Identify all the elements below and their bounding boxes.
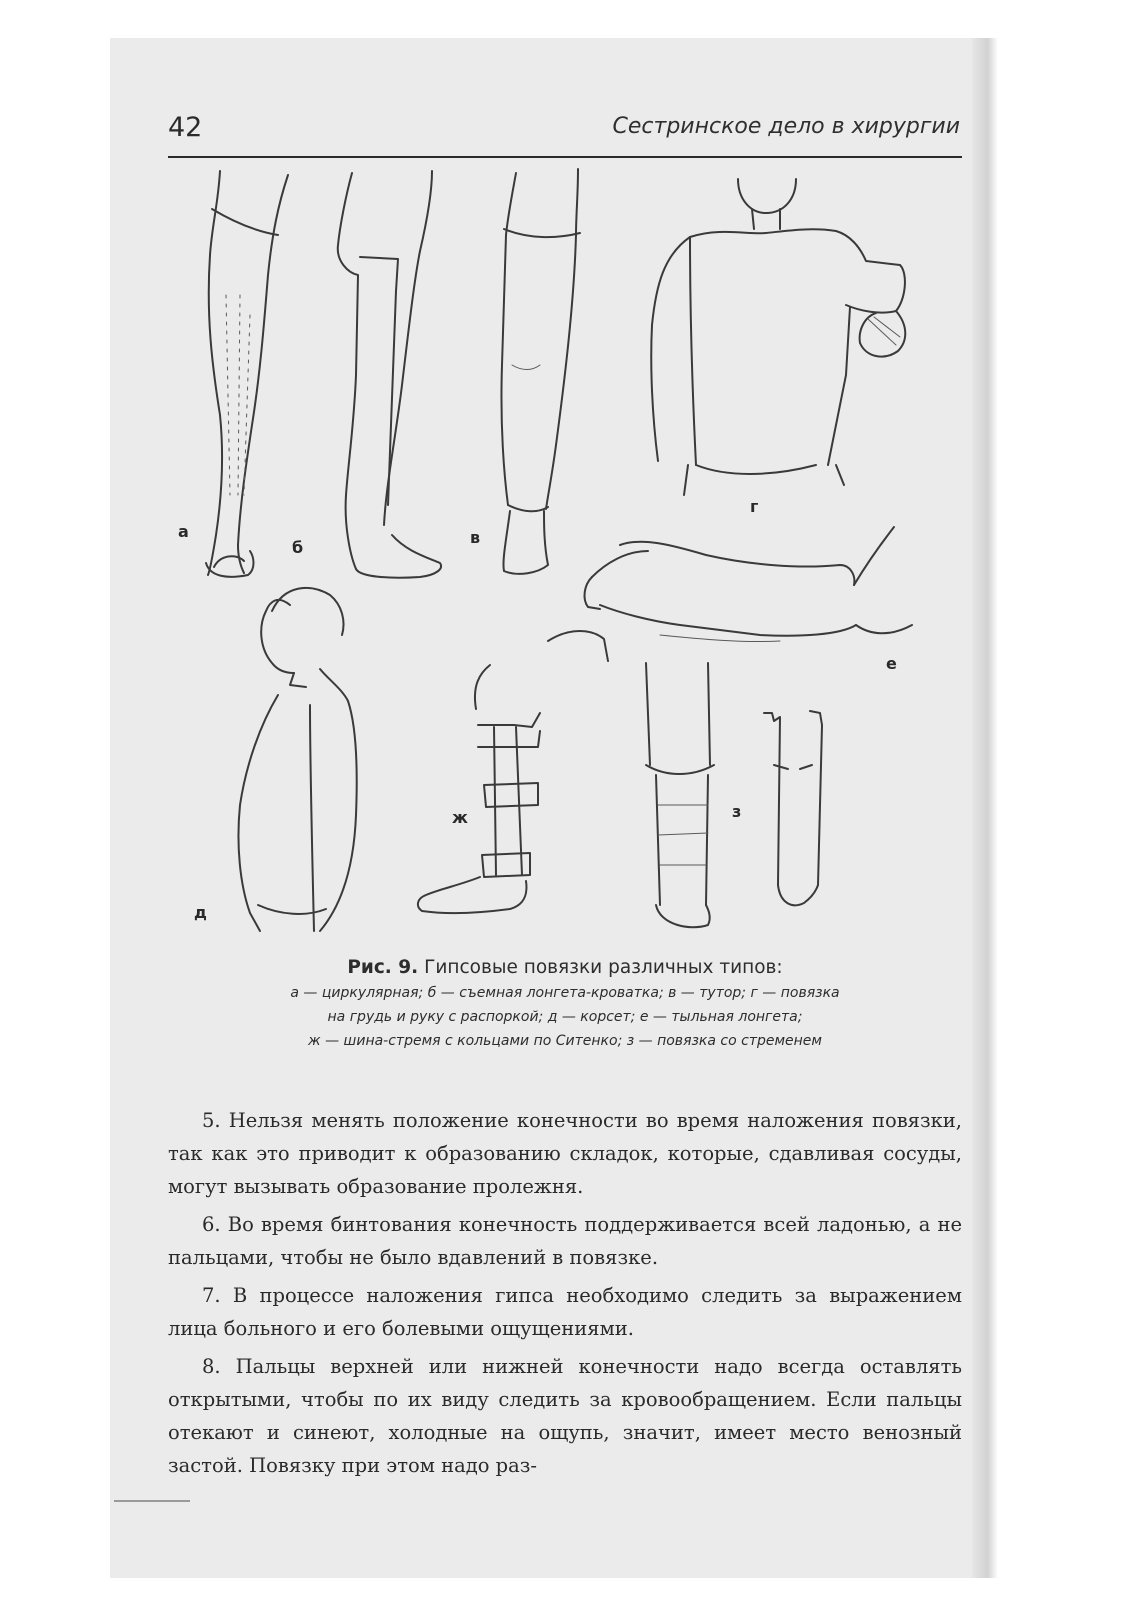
page-header <box>168 112 962 158</box>
label-e: е <box>886 654 897 673</box>
paragraph-5: 5. Нельзя менять положение конечности во время наложения повязки, так как это приводит к образованию складок, которые, сдавливая сосуды, могут вызывать образование пролежня. <box>168 1109 962 1198</box>
paragraph-7: 7. В процессе наложения гипса необходимо следить за выражением лица больного и его болевыми ощущениями. <box>168 1284 962 1340</box>
dorsal-splint-arm-drawing <box>585 527 912 642</box>
caption-line: ж — шина-стремя с кольцами по Ситенко; з — повязка со стременем <box>308 1033 822 1049</box>
label-v: в <box>470 528 481 547</box>
label-z: з <box>732 802 742 821</box>
chest-arm-spacer-bandage-drawing <box>651 179 905 495</box>
caption-line: а — циркулярная; б — съемная лонгета-кроватка; в — тутор; г — повязка <box>290 985 840 1001</box>
corset-torso-drawing <box>238 588 356 931</box>
corner-mark <box>114 1500 190 1502</box>
caption-title-line <box>168 955 962 981</box>
paragraph-6: 6. Во время бинтования конечность поддерживается всей ладонью, а не пальцами, чтобы не было вдавлений в повязке. <box>168 1213 962 1269</box>
stirrup-bandage-drawing <box>646 663 822 927</box>
label-d: д <box>194 903 207 922</box>
removable-splint-bed-leg-drawing <box>338 171 441 578</box>
label-g: г <box>750 497 759 516</box>
body-text <box>168 1104 962 1487</box>
caption-title: Гипсовые повязки различных типов: <box>424 957 783 978</box>
plaster-cast-circular-leg-drawing <box>206 171 288 577</box>
tutor-leg-drawing <box>501 169 580 574</box>
label-b: б <box>292 538 304 557</box>
label-a: а <box>178 522 189 541</box>
figure-9 <box>160 165 970 947</box>
running-head: Сестринское дело в хирургии <box>612 114 960 139</box>
caption-line: на грудь и руку с распоркой; д — корсет; е — тыльная лонгета; <box>327 1009 803 1025</box>
figure-caption <box>168 955 962 1053</box>
stirrup-splint-rings-drawing <box>418 631 608 913</box>
label-zh: ж <box>452 808 468 827</box>
paragraph-8: 8. Пальцы верхней или нижней конечности надо всегда оставлять открытыми, чтобы по их виду следить за кровообращением. Если пальцы отекают и синеют, холодные на ощупь, значит, имеет место венозный застой. Повязку при этом надо раз- <box>168 1355 962 1477</box>
caption-label: Рис. 9. <box>347 957 419 978</box>
page-number: 42 <box>168 112 203 143</box>
page-edge-shadow <box>972 38 998 1578</box>
